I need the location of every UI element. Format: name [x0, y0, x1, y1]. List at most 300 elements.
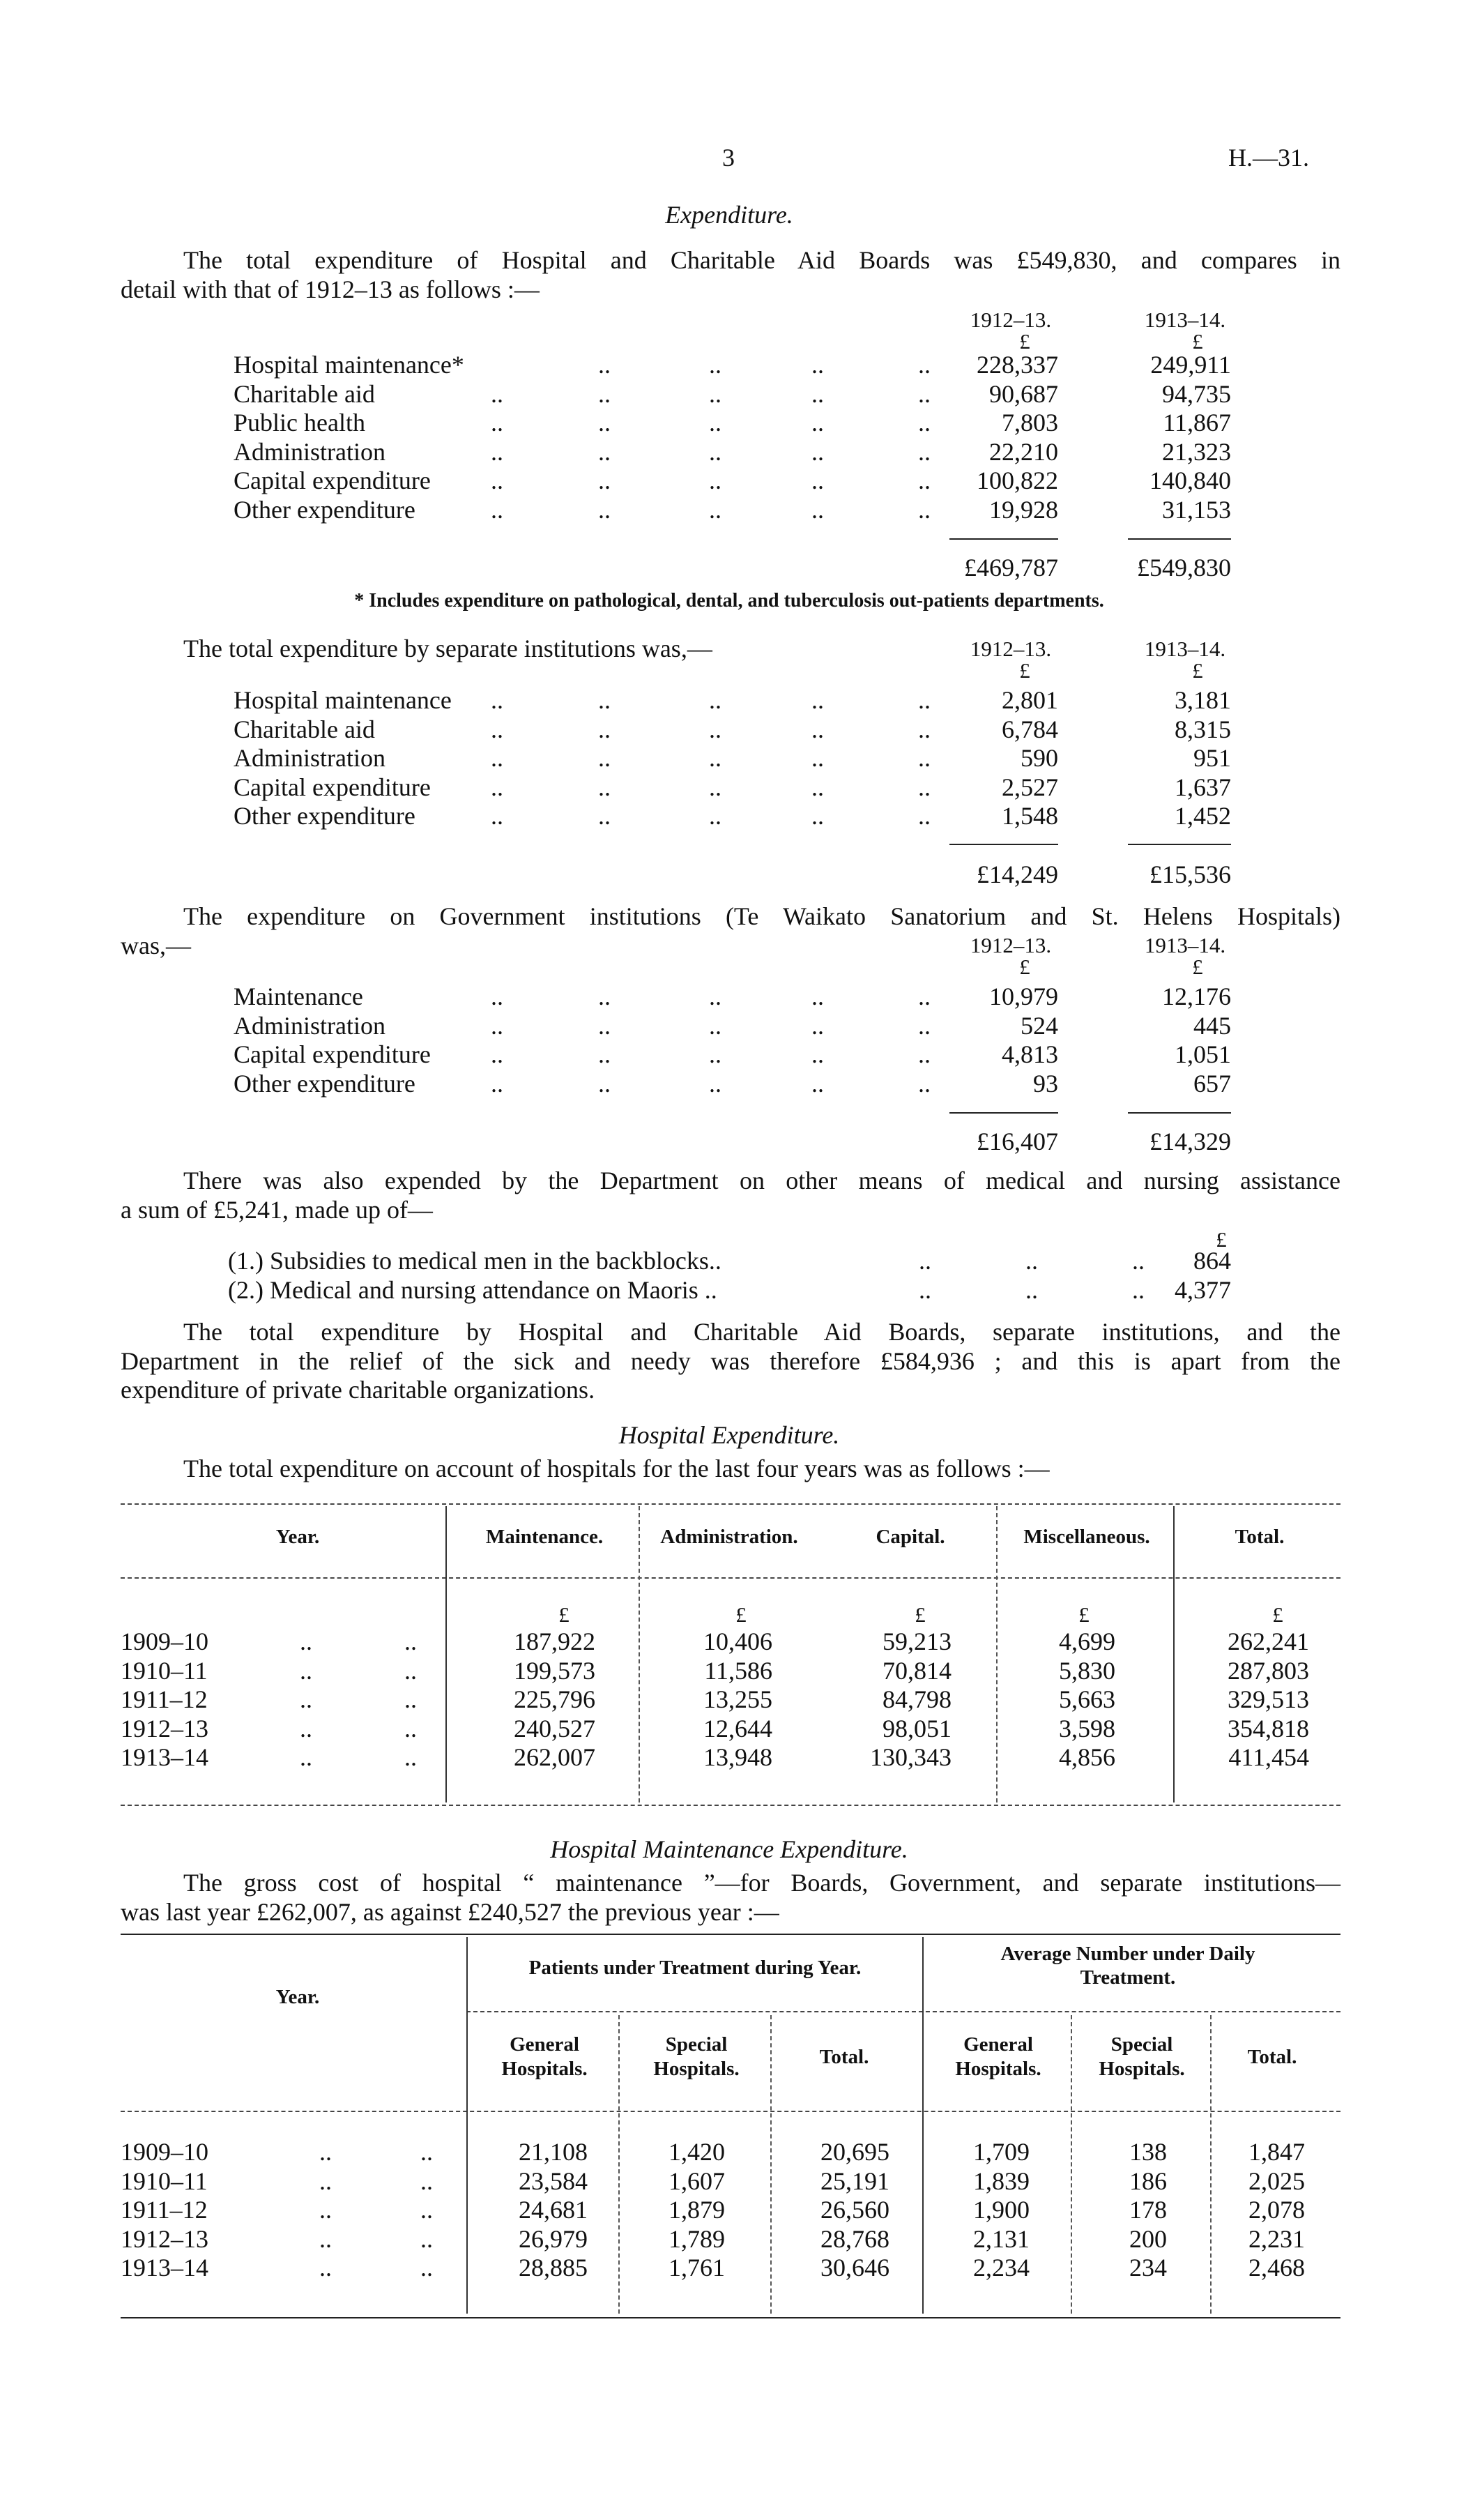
leader-dots: ..: [811, 496, 824, 524]
leader-dots: ..: [709, 379, 721, 408]
value-1912-13: 7,803: [1002, 409, 1058, 437]
column-header: Administration.: [660, 1526, 798, 1548]
leader-dots: ..: [491, 715, 503, 743]
value-1913-14: 1,637: [1175, 773, 1231, 801]
value-1912-13: 4,813: [1002, 1040, 1058, 1069]
value-cell: 262,007: [514, 1743, 595, 1772]
leader-dots: ..: [811, 773, 824, 801]
leader-dots: ..: [918, 379, 931, 408]
section-heading: Hospital Maintenance Expenditure.: [550, 1835, 908, 1863]
rule-line: [1128, 844, 1231, 845]
leader-dots: ..: [319, 2166, 332, 2195]
year-cell: 1913–14: [121, 1743, 208, 1772]
value-cell: 240,527: [514, 1714, 595, 1743]
column-header: 1913–14.: [1144, 637, 1226, 661]
leader-dots: ..: [811, 686, 824, 714]
leader-dots: ..: [919, 1247, 931, 1275]
value-1912-13: 100,822: [977, 466, 1058, 495]
value-cell: 287,803: [1228, 1656, 1309, 1685]
value-1913-14: 12,176: [1162, 982, 1231, 1010]
total-1912-13: £469,787: [964, 554, 1058, 582]
value-cell: 59,213: [883, 1627, 952, 1655]
column-divider: [770, 2015, 772, 2314]
value-1912-13: 19,928: [989, 496, 1058, 524]
leader-dots: ..: [404, 1743, 417, 1772]
row-label: Public health: [234, 409, 365, 437]
leader-dots: ..: [319, 2254, 332, 2282]
leader-dots: ..: [598, 773, 611, 801]
value-cell: 138: [1129, 2138, 1167, 2166]
value-cell: 13,255: [703, 1685, 772, 1714]
leader-dots: ..: [598, 379, 611, 408]
currency-unit: £: [558, 1602, 570, 1627]
value-1913-14: 8,315: [1175, 715, 1231, 743]
value-cell: 5,663: [1059, 1685, 1115, 1714]
row-label: Other expenditure: [234, 1069, 415, 1098]
group-header-average-2: Treatment.: [1080, 1966, 1176, 1989]
leader-dots: ..: [420, 2196, 433, 2224]
subheader: General: [510, 2033, 579, 2056]
value-cell: 2,468: [1248, 2254, 1305, 2282]
rule-line: [949, 844, 1058, 845]
paragraph-line: The total expenditure on account of hospitals for the last four years was as follows :—: [183, 1455, 1050, 1482]
row-label: Capital expenditure: [234, 466, 431, 495]
total-1912-13: £14,249: [977, 860, 1058, 888]
value-1912-13: 524: [1021, 1011, 1058, 1040]
row-label: Hospital maintenance*: [234, 351, 464, 379]
year-cell: 1909–10: [121, 2138, 208, 2166]
year-cell: 1911–12: [121, 1685, 208, 1714]
rule-line: [466, 2011, 1340, 2012]
value-cell: 3,598: [1059, 1714, 1115, 1743]
leader-dots: ..: [918, 1011, 931, 1040]
footnote: * Includes expenditure on pathological, dental, and tuberculosis out-patients departments.: [354, 590, 1104, 612]
leader-dots: ..: [811, 409, 824, 437]
subheader: Total.: [1247, 2046, 1297, 2068]
leader-dots: ..: [491, 1069, 503, 1098]
leader-dots: ..: [300, 1627, 312, 1655]
value-cell: 84,798: [883, 1685, 952, 1714]
currency-unit: £: [1272, 1602, 1283, 1627]
value-1912-13: 1,548: [1002, 802, 1058, 830]
paragraph-line: expenditure of private charitable organizations.: [121, 1376, 595, 1404]
leader-dots: ..: [709, 437, 721, 466]
leader-dots: ..: [918, 773, 931, 801]
row-label: Hospital maintenance: [234, 686, 452, 714]
value-cell: 2,025: [1248, 2166, 1305, 2195]
value-cell: 411,454: [1228, 1743, 1309, 1772]
leader-dots: ..: [811, 1011, 824, 1040]
value-cell: 98,051: [883, 1714, 952, 1743]
leader-dots: ..: [420, 2138, 433, 2166]
row-label: Capital expenditure: [234, 1040, 431, 1069]
value-cell: 2,078: [1248, 2196, 1305, 2224]
value-cell: 24,681: [519, 2196, 588, 2224]
leader-dots: ..: [709, 773, 721, 801]
leader-dots: ..: [404, 1714, 417, 1743]
section-heading: Hospital Expenditure.: [618, 1421, 840, 1449]
value-1913-14: 657: [1193, 1069, 1231, 1098]
column-divider: [1071, 2015, 1072, 2314]
column-divider: [466, 1937, 468, 2314]
value-1913-14: 445: [1193, 1011, 1231, 1040]
year-cell: 1912–13: [121, 2224, 208, 2253]
leader-dots: ..: [918, 1069, 931, 1098]
value-cell: 1,879: [669, 2196, 725, 2224]
rule-line: [1128, 538, 1231, 540]
leader-dots: ..: [598, 466, 611, 495]
column-header: Maintenance.: [485, 1526, 604, 1548]
value-cell: 30,646: [820, 2254, 889, 2282]
column-divider: [996, 1506, 998, 1802]
leader-dots: ..: [491, 466, 503, 495]
paragraph-line: was,—: [121, 931, 191, 959]
value-cell: 10,406: [703, 1627, 772, 1655]
value-1913-14: 140,840: [1149, 466, 1231, 495]
row-label: Maintenance: [234, 982, 363, 1010]
row-label: Capital expenditure: [234, 773, 431, 801]
leader-dots: ..: [811, 1040, 824, 1069]
leader-dots: ..: [918, 466, 931, 495]
leader-dots: ..: [811, 982, 824, 1010]
row-label: Administration: [234, 1011, 385, 1040]
year-cell: 1910–11: [121, 2166, 208, 2195]
row-label: Administration: [234, 437, 385, 466]
column-header: 1912–13.: [970, 637, 1052, 661]
value-cell: 130,343: [870, 1743, 952, 1772]
item-value: 864: [1193, 1247, 1231, 1275]
leader-dots: ..: [918, 982, 931, 1010]
value-cell: 1,839: [973, 2166, 1030, 2195]
value-1913-14: 951: [1193, 744, 1231, 773]
row-label: Other expenditure: [234, 496, 415, 524]
column-header: Capital.: [876, 1526, 945, 1548]
leader-dots: ..: [709, 409, 721, 437]
leader-dots: ..: [918, 744, 931, 773]
leader-dots: ..: [918, 496, 931, 524]
value-cell: 23,584: [519, 2166, 588, 2195]
leader-dots: ..: [709, 496, 721, 524]
leader-dots: ..: [420, 2254, 433, 2282]
subheader: Hospitals.: [955, 2058, 1041, 2080]
leader-dots: ..: [918, 686, 931, 714]
leader-dots: ..: [404, 1685, 417, 1714]
value-cell: 1,900: [973, 2196, 1030, 2224]
column-header: Miscellaneous.: [1023, 1526, 1150, 1548]
leader-dots: ..: [420, 2224, 433, 2253]
value-cell: 26,560: [820, 2196, 889, 2224]
column-header: 1913–14.: [1144, 308, 1226, 332]
leader-dots: ..: [491, 1040, 503, 1069]
row-label: Charitable aid: [234, 379, 375, 408]
item-label: (2.) Medical and nursing attendance on Maoris ..: [228, 1275, 717, 1304]
rule-line: [949, 1112, 1058, 1114]
leader-dots: ..: [709, 1069, 721, 1098]
paragraph-line: There was also expended by the Department on other means of medical and nursing assistance: [183, 1167, 1340, 1194]
subheader: Hospitals.: [1099, 2058, 1185, 2080]
value-1912-13: 2,801: [1002, 686, 1058, 714]
leader-dots: ..: [598, 686, 611, 714]
currency-unit: £: [915, 1602, 926, 1627]
year-cell: 1911–12: [121, 2196, 208, 2224]
document-reference: H.—31.: [1228, 144, 1309, 172]
leader-dots: ..: [709, 715, 721, 743]
value-cell: 200: [1129, 2224, 1167, 2253]
leader-dots: ..: [918, 437, 931, 466]
value-cell: 1,709: [973, 2138, 1030, 2166]
currency-unit: £: [1192, 955, 1203, 979]
value-cell: 4,856: [1059, 1743, 1115, 1772]
rule-line: [121, 1577, 1340, 1579]
leader-dots: ..: [491, 409, 503, 437]
leader-dots: ..: [598, 1011, 611, 1040]
total-1913-14: £15,536: [1149, 860, 1231, 888]
rule-line: [121, 1934, 1340, 1935]
leader-dots: ..: [491, 773, 503, 801]
leader-dots: ..: [598, 409, 611, 437]
column-divider: [639, 1506, 640, 1802]
leader-dots: ..: [598, 802, 611, 830]
leader-dots: ..: [598, 982, 611, 1010]
year-cell: 1912–13: [121, 1714, 208, 1743]
row-label: Charitable aid: [234, 715, 375, 743]
value-cell: 28,768: [820, 2224, 889, 2253]
value-cell: 70,814: [883, 1656, 952, 1685]
column-header: Total.: [1235, 1526, 1285, 1548]
leader-dots: ..: [300, 1714, 312, 1743]
paragraph-line: The gross cost of hospital “ maintenance ”—for Boards, Government, and separate institutions—: [183, 1869, 1340, 1897]
leader-dots: ..: [598, 1069, 611, 1098]
value-cell: 12,644: [703, 1714, 772, 1743]
currency-unit: £: [1078, 1602, 1090, 1627]
leader-dots: ..: [811, 466, 824, 495]
rule-line: [121, 1805, 1340, 1806]
paragraph-line: was last year £262,007, as against £240,527 the previous year :—: [121, 1897, 779, 1926]
rule-line: [949, 538, 1058, 540]
leader-dots: ..: [404, 1656, 417, 1685]
value-1913-14: 94,735: [1162, 379, 1231, 408]
leader-dots: ..: [918, 409, 931, 437]
leader-dots: ..: [598, 437, 611, 466]
value-cell: 1,420: [669, 2138, 725, 2166]
value-cell: 2,131: [973, 2224, 1030, 2253]
leader-dots: ..: [420, 2166, 433, 2195]
leader-dots: ..: [918, 1040, 931, 1069]
value-1912-13: 93: [1033, 1069, 1058, 1098]
total-1912-13: £16,407: [977, 1128, 1058, 1155]
value-1913-14: 3,181: [1175, 686, 1231, 714]
rule-line: [1128, 1112, 1231, 1114]
paragraph-line: The total expenditure by separate institutions was,—: [183, 635, 712, 662]
year-cell: 1909–10: [121, 1627, 208, 1655]
leader-dots: ..: [709, 802, 721, 830]
leader-dots: ..: [709, 686, 721, 714]
leader-dots: ..: [598, 1040, 611, 1069]
value-cell: 21,108: [519, 2138, 588, 2166]
value-1912-13: 22,210: [989, 437, 1058, 466]
leader-dots: ..: [1025, 1247, 1038, 1275]
leader-dots: ..: [919, 1275, 931, 1304]
value-cell: 1,761: [669, 2254, 725, 2282]
value-1913-14: 1,051: [1175, 1040, 1231, 1069]
leader-dots: ..: [491, 802, 503, 830]
column-divider: [618, 2015, 620, 2314]
value-1912-13: 10,979: [989, 982, 1058, 1010]
section-heading: Expenditure.: [665, 201, 793, 229]
leader-dots: ..: [300, 1743, 312, 1772]
value-cell: 225,796: [514, 1685, 595, 1714]
leader-dots: ..: [918, 802, 931, 830]
leader-dots: ..: [598, 351, 611, 379]
currency-unit: £: [1019, 658, 1030, 683]
value-cell: 186: [1129, 2166, 1167, 2195]
subheader: Special: [1110, 2033, 1173, 2056]
paragraph-line: detail with that of 1912–13 as follows :—: [121, 275, 540, 303]
value-cell: 28,885: [519, 2254, 588, 2282]
leader-dots: ..: [598, 715, 611, 743]
leader-dots: ..: [491, 686, 503, 714]
column-divider: [1173, 1506, 1175, 1802]
currency-unit: £: [1192, 329, 1203, 354]
rule-line: [121, 2317, 1340, 2318]
value-1912-13: 228,337: [977, 351, 1058, 379]
column-divider: [1210, 2015, 1212, 2314]
leader-dots: ..: [491, 496, 503, 524]
leader-dots: ..: [491, 437, 503, 466]
column-header: 1912–13.: [970, 308, 1052, 332]
subheader: Hospitals.: [653, 2058, 740, 2080]
currency-unit: £: [1216, 1227, 1227, 1252]
leader-dots: ..: [491, 379, 503, 408]
value-1912-13: 590: [1021, 744, 1058, 773]
value-1913-14: 1,452: [1175, 802, 1231, 830]
leader-dots: ..: [1132, 1275, 1145, 1304]
currency-unit: £: [1019, 955, 1030, 979]
year-header: Year.: [275, 1986, 320, 2008]
leader-dots: ..: [1025, 1275, 1038, 1304]
value-cell: 11,586: [704, 1656, 772, 1685]
currency-unit: £: [1019, 329, 1030, 354]
year-cell: 1910–11: [121, 1656, 208, 1685]
leader-dots: ..: [319, 2196, 332, 2224]
leader-dots: ..: [1132, 1247, 1145, 1275]
leader-dots: ..: [709, 744, 721, 773]
currency-unit: £: [1192, 658, 1203, 683]
leader-dots: ..: [319, 2138, 332, 2166]
leader-dots: ..: [811, 437, 824, 466]
value-1912-13: 2,527: [1002, 773, 1058, 801]
currency-unit: £: [735, 1602, 747, 1627]
value-cell: 234: [1129, 2254, 1167, 2282]
subheader: Special: [665, 2033, 728, 2056]
leader-dots: ..: [598, 496, 611, 524]
column-header: 1913–14.: [1144, 933, 1226, 957]
leader-dots: ..: [709, 351, 721, 379]
value-cell: 4,699: [1059, 1627, 1115, 1655]
leader-dots: ..: [491, 1011, 503, 1040]
leader-dots: ..: [811, 1069, 824, 1098]
value-cell: 2,234: [973, 2254, 1030, 2282]
paragraph-line: Department in the relief of the sick and needy was therefore £584,936 ; and this is apart from the: [121, 1346, 1340, 1375]
leader-dots: ..: [709, 982, 721, 1010]
value-1912-13: 6,784: [1002, 715, 1058, 743]
leader-dots: ..: [709, 1011, 721, 1040]
value-cell: 187,922: [514, 1627, 595, 1655]
total-1913-14: £14,329: [1149, 1128, 1231, 1155]
value-cell: 1,789: [669, 2224, 725, 2253]
item-value: 4,377: [1175, 1275, 1231, 1304]
page-number: 3: [722, 144, 735, 172]
total-1913-14: £549,830: [1137, 554, 1231, 582]
leader-dots: ..: [300, 1656, 312, 1685]
leader-dots: ..: [811, 744, 824, 773]
leader-dots: ..: [709, 1040, 721, 1069]
value-1913-14: 21,323: [1162, 437, 1231, 466]
value-cell: 26,979: [519, 2224, 588, 2253]
value-cell: 5,830: [1059, 1656, 1115, 1685]
column-divider: [445, 1506, 447, 1802]
value-cell: 13,948: [703, 1743, 772, 1772]
value-cell: 329,513: [1228, 1685, 1309, 1714]
rule-line: [121, 2111, 1340, 2112]
leader-dots: ..: [811, 715, 824, 743]
value-1913-14: 249,911: [1150, 351, 1231, 379]
year-cell: 1913–14: [121, 2254, 208, 2282]
group-header-average: Average Number under Daily: [1000, 1943, 1255, 1965]
column-header: 1912–13.: [970, 933, 1052, 957]
leader-dots: ..: [709, 466, 721, 495]
value-cell: 25,191: [820, 2166, 889, 2195]
leader-dots: ..: [811, 351, 824, 379]
value-cell: 354,818: [1228, 1714, 1309, 1743]
value-cell: 262,241: [1228, 1627, 1309, 1655]
column-divider: [922, 1937, 924, 2314]
leader-dots: ..: [811, 802, 824, 830]
paragraph-line: a sum of £5,241, made up of—: [121, 1195, 433, 1224]
leader-dots: ..: [598, 744, 611, 773]
group-header-patients: Patients under Treatment during Year.: [528, 1957, 862, 1979]
value-1912-13: 90,687: [989, 379, 1058, 408]
leader-dots: ..: [491, 982, 503, 1010]
paragraph-line: The total expenditure by Hospital and Charitable Aid Boards, separate institutions, and the: [183, 1318, 1340, 1346]
value-1913-14: 11,867: [1163, 409, 1231, 437]
row-label: Other expenditure: [234, 802, 415, 830]
paragraph-line: The expenditure on Government institutions (Te Waikato Sanatorium and St. Helens Hospitals): [183, 902, 1340, 930]
value-1913-14: 31,153: [1162, 496, 1231, 524]
subheader: Total.: [819, 2046, 869, 2068]
leader-dots: ..: [319, 2224, 332, 2253]
subheader: General: [963, 2033, 1033, 2056]
leader-dots: ..: [918, 351, 931, 379]
value-cell: 2,231: [1248, 2224, 1305, 2253]
row-label: Administration: [234, 744, 385, 773]
leader-dots: ..: [300, 1685, 312, 1714]
leader-dots: ..: [811, 379, 824, 408]
leader-dots: ..: [491, 744, 503, 773]
leader-dots: ..: [404, 1627, 417, 1655]
leader-dots: ..: [918, 715, 931, 743]
column-header: Year.: [275, 1526, 320, 1548]
value-cell: 199,573: [514, 1656, 595, 1685]
rule-line: [121, 1503, 1340, 1505]
value-cell: 1,607: [669, 2166, 725, 2195]
paragraph-line: The total expenditure of Hospital and Charitable Aid Boards was £549,830, and compares in: [183, 246, 1340, 274]
value-cell: 178: [1129, 2196, 1167, 2224]
value-cell: 20,695: [820, 2138, 889, 2166]
item-label: (1.) Subsidies to medical men in the backblocks..: [228, 1247, 721, 1275]
value-cell: 1,847: [1248, 2138, 1305, 2166]
subheader: Hospitals.: [501, 2058, 588, 2080]
